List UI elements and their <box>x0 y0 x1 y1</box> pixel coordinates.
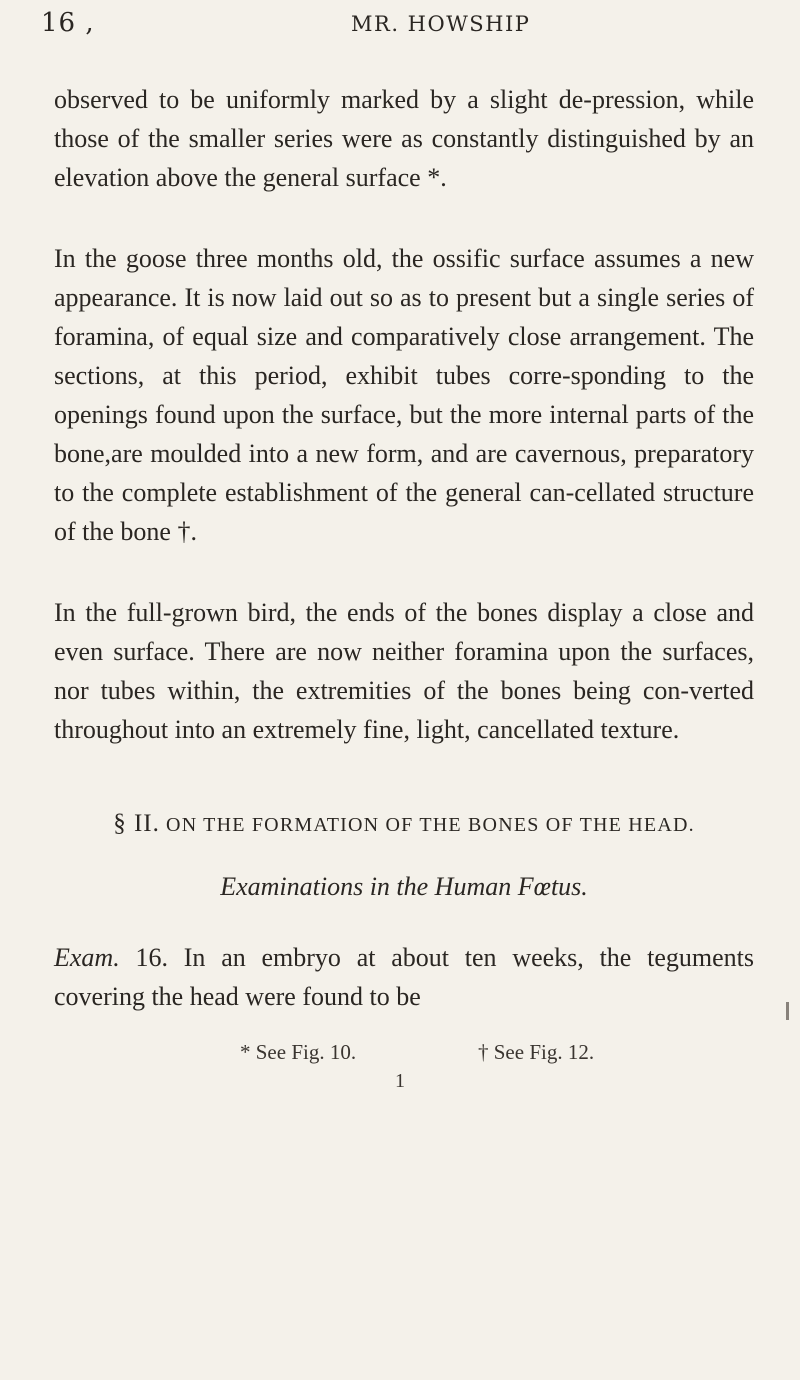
section-heading <box>54 810 754 838</box>
paragraph-1: observed to be uniformly marked by a slight de-pression, while those of the smaller series were as constantly distinguished by an elevation above the general surface *. <box>54 85 754 192</box>
footnote-1: * See Fig. 10. <box>240 1040 357 1064</box>
printer-signature: 1 <box>395 1070 405 1092</box>
exam-paragraph <box>54 938 754 1016</box>
paragraph-3: In the full-grown bird, the ends of the bones display a close and even surface. There are now neither foramina upon the surfaces, nor tubes within, the extremities of the bones being con-verted throughout into an extremely fine, light, cancellated texture. <box>54 598 754 744</box>
body-text <box>54 80 754 791</box>
exam-text: 16. In an embryo at about ten weeks, the teguments covering the head were found to be <box>54 943 754 1011</box>
exam-label: Exam. <box>54 943 120 972</box>
page-number: 16 , <box>41 8 95 38</box>
paragraph-2: In the goose three months old, the ossific surface assumes a new appearance. It is now laid out so as to present but a single series of foramina, of equal size and comparatively close arrangement. The sections, at this period, exhibit tubes corre-sponding to the openings found upon the surface, but the more internal parts of the bone,are moulded into a new form, and are cavernous, preparatory to the complete establishment of the general can-cellated structure of the bone †. <box>54 244 754 546</box>
footnote-2: † See Fig. 12. <box>478 1040 595 1064</box>
margin-mark <box>786 1002 789 1020</box>
section-title: ON THE FORMATION OF THE BONES OF THE HEAD. <box>166 814 695 836</box>
running-head: MR. HOWSHIP <box>351 12 531 36</box>
subheading: Examinations in the Human Fœtus. <box>220 872 588 901</box>
page-header <box>41 8 761 48</box>
section-number: § II. <box>113 810 160 837</box>
